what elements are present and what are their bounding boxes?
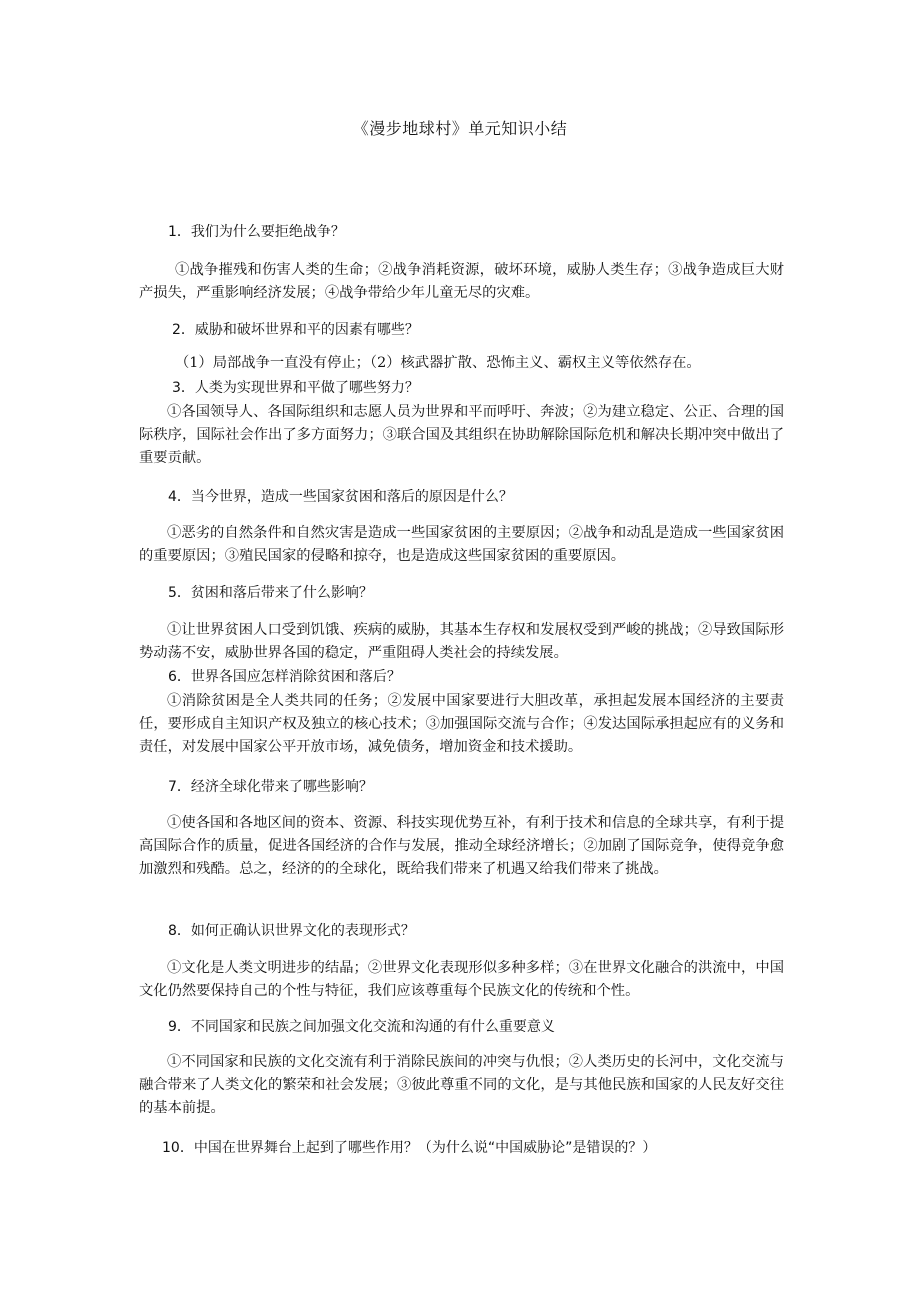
- page-title: 《漫步地球村》单元知识小结: [352, 119, 568, 138]
- answer-6: ①消除贫困是全人类共同的任务；②发展中国家要进行大胆改革，承担起发展本国经济的主要责任，要形成自主知识产权及独立的核心技术；③加强国际交流与合作；④发达国际承担起应有的义务和责任，对发展中国家公平开放市场，减免债务，增加资金和技术援助。: [139, 693, 784, 755]
- answer-5: ①让世界贫困人口受到饥饿、疾病的威胁，其基本生存权和发展权受到严峻的挑战；②导致国际形势动荡不安，威胁世界各国的稳定，严重阻碍人类社会的持续发展。: [139, 622, 784, 661]
- answer-1: ①战争摧残和伤害人类的生命；②战争消耗资源，破坏环境，威胁人类生存；③战争造成巨大财产损失，严重影响经济发展；④战争带给少年儿童无尽的灾难。: [139, 262, 784, 301]
- answer-8: ①文化是人类文明进步的结晶；②世界文化表现形似多种多样；③在世界文化融合的洪流中，中国文化仍然要保持自己的个性与特征，我们应该尊重每个民族文化的传统和个性。: [139, 960, 784, 999]
- answer-2: （1）局部战争一直没有停止；（2）核武器扩散、恐怖主义、霸权主义等依然存在。: [175, 355, 701, 371]
- answer-7: ①使各国和各地区间的资本、资源、科技实现优势互补，有利于技术和信息的全球共享，有利于提高国际合作的质量，促进各国经济的合作与发展，推动全球经济增长；②加剧了国际竞争，使得竞争愈加激烈和残酷。总之，经济的的全球化，既给我们带来了机遇又给我们带来了挑战。: [139, 815, 784, 877]
- question-8: 8．如何正确认识世界文化的表现形式？: [168, 923, 415, 939]
- question-3: 3．人类为实现世界和平做了哪些努力？: [172, 380, 419, 396]
- question-7: 7．经济全球化带来了哪些影响？: [168, 779, 373, 795]
- question-1: 1．我们为什么要拒绝战争？: [168, 224, 345, 240]
- question-6: 6．世界各国应怎样消除贫困和落后？: [168, 669, 401, 685]
- question-5: 5．贫困和落后带来了什么影响？: [168, 585, 373, 601]
- question-10: 10．中国在世界舞台上起到了哪些作用？（为什么说“中国威胁论”是错误的？）: [162, 1140, 657, 1156]
- question-9: 9．不同国家和民族之间加强文化交流和沟通的有什么重要意义: [168, 1019, 555, 1035]
- question-4: 4．当今世界，造成一些国家贫困和落后的原因是什么？: [168, 489, 513, 505]
- question-2: 2．威胁和破坏世界和平的因素有哪些？: [172, 322, 419, 338]
- answer-3: ①各国领导人、各国际组织和志愿人员为世界和平而呼吁、奔波；②为建立稳定、公正、合理的国际秩序，国际社会作出了多方面努力；③联合国及其组织在协助解除国际危机和解决长期冲突中做出了重要贡献。: [139, 404, 784, 466]
- answer-9: ①不同国家和民族的文化交流有利于消除民族间的冲突与仇恨；②人类历史的长河中，文化交流与融合带来了人类文化的繁荣和社会发展；③彼此尊重不同的文化，是与其他民族和国家的人民友好交往的基本前提。: [139, 1054, 784, 1116]
- answer-4: ①恶劣的自然条件和自然灾害是造成一些国家贫困的主要原因；②战争和动乱是造成一些国家贫困的重要原因；③殖民国家的侵略和掠夺，也是造成这些国家贫困的重要原因。: [139, 525, 784, 564]
